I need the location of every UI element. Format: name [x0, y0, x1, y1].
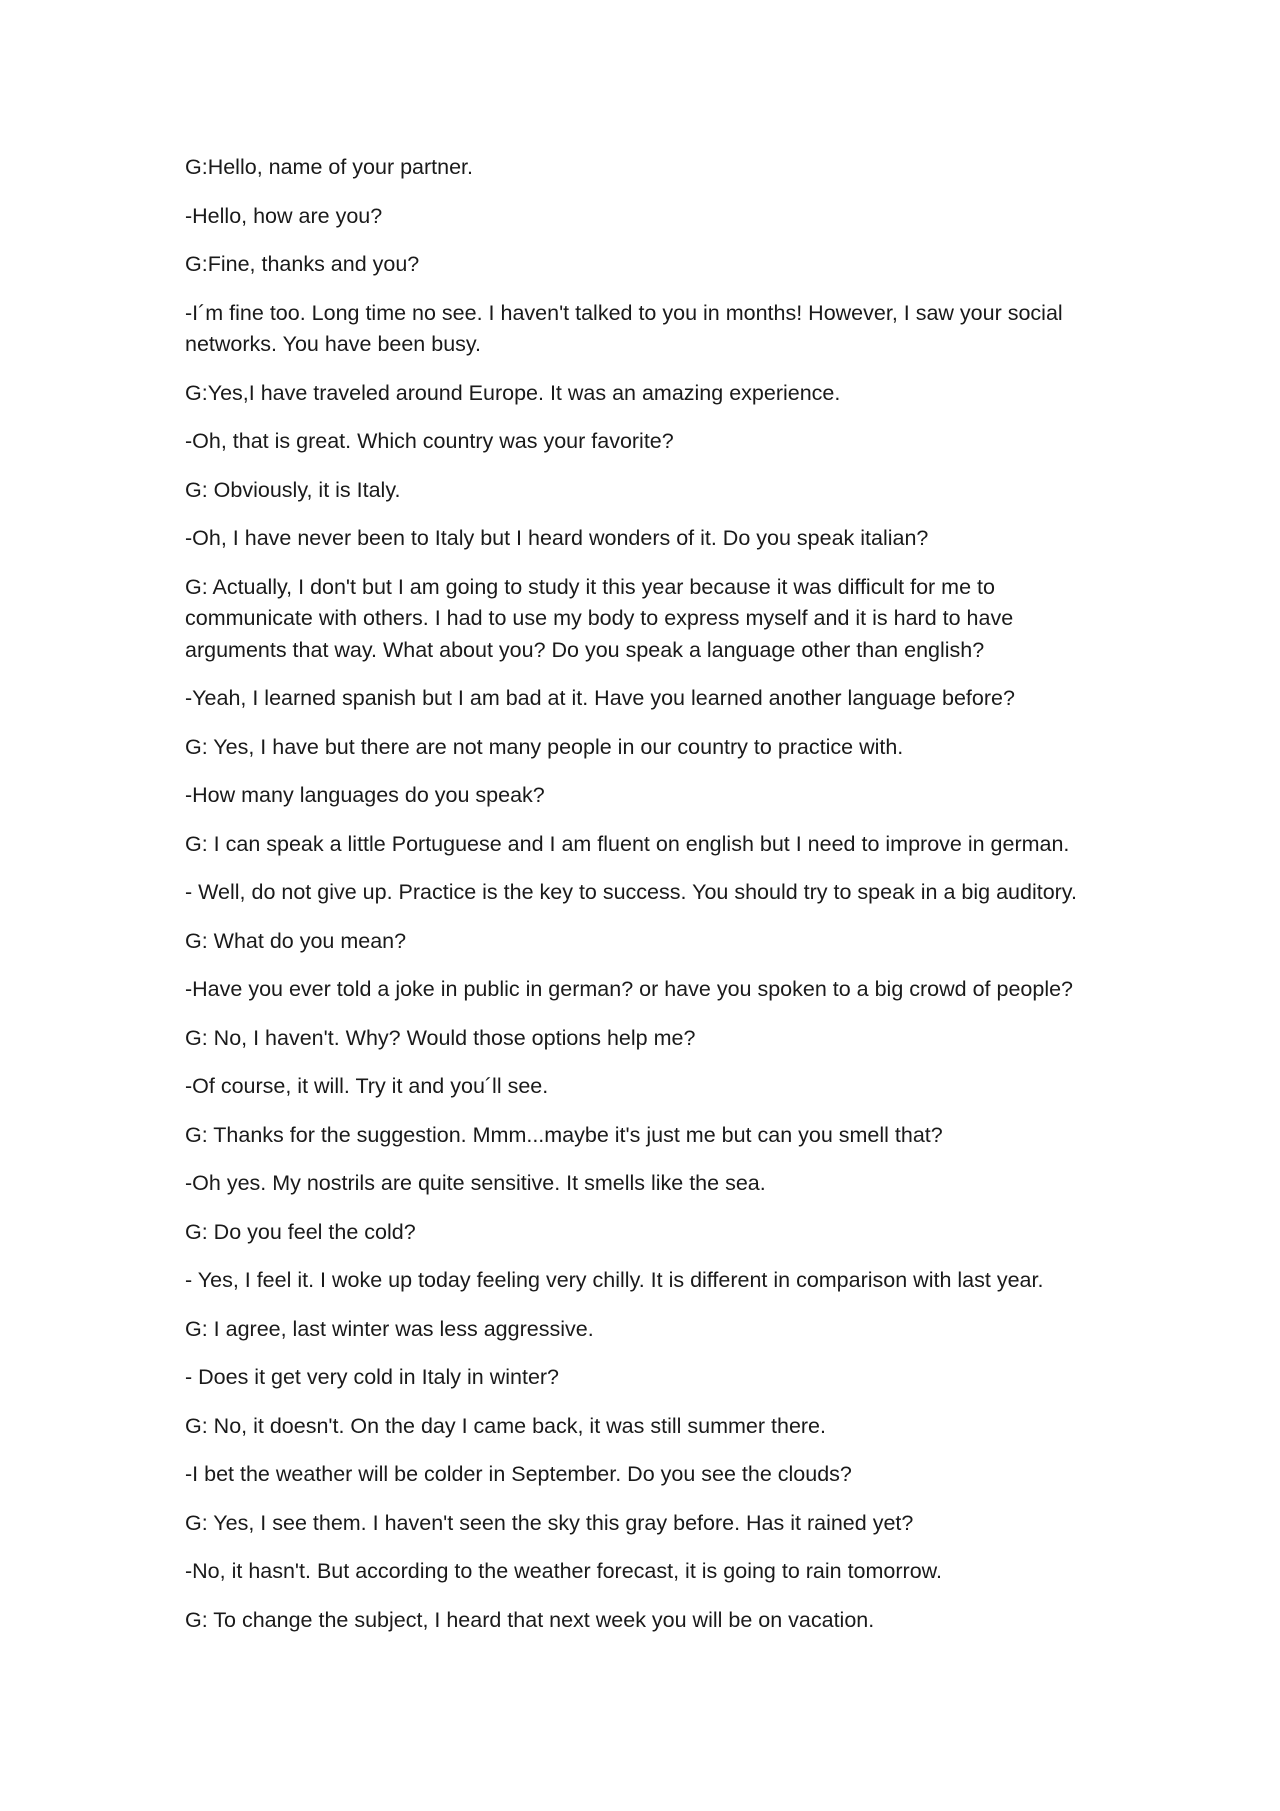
dialogue-line: -I´m fine too. Long time no see. I haven't talked to you in months! However, I saw your social networks. You have been busy.	[185, 300, 1063, 356]
dialogue-line: -Hello, how are you?	[185, 203, 383, 228]
dialogue-line: G: What do you mean?	[185, 928, 407, 953]
dialogue-line: -Have you ever told a joke in public in german? or have you spoken to a big crowd of people?	[185, 977, 1074, 1001]
dialogue-line: G:Fine, thanks and you?	[185, 252, 420, 276]
dialogue-body	[185, 152, 1085, 1653]
dialogue-line: - Does it get very cold in Italy in winter?	[185, 1365, 560, 1389]
dialogue-line: G: Yes, I have but there are not many people in our country to practice with.	[185, 734, 904, 759]
dialogue-line: -Oh, I have never been to Italy but I heard wonders of it. Do you speak italian?	[185, 526, 929, 550]
dialogue-line: G: No, I haven't. Why? Would those options help me?	[185, 1025, 696, 1050]
dialogue-line: G: I agree, last winter was less aggressive.	[185, 1316, 594, 1341]
dialogue-line: G:Yes,I have traveled around Europe. It was an amazing experience.	[185, 380, 841, 405]
dialogue-line: -Oh yes. My nostrils are quite sensitive. It smells like the sea.	[185, 1171, 766, 1195]
dialogue-line: -Yeah, I learned spanish but I am bad at it. Have you learned another language before?	[185, 686, 1015, 710]
dialogue-line: -How many languages do you speak?	[185, 783, 545, 807]
dialogue-line: -Oh, that is great. Which country was your favorite?	[185, 429, 674, 453]
dialogue-line: - Yes, I feel it. I woke up today feeling very chilly. It is different in comparison with last year.	[185, 1268, 1044, 1292]
dialogue-line: G: Yes, I see them. I haven't seen the sky this gray before. Has it rained yet?	[185, 1510, 914, 1535]
dialogue-line: - Well, do not give up. Practice is the key to success. You should try to speak in a big auditory.	[185, 880, 1077, 904]
dialogue-line: G: Thanks for the suggestion. Mmm...maybe it's just me but can you smell that?	[185, 1122, 943, 1147]
dialogue-line: G: Actually, I don't but I am going to study it this year because it was difficult for me to communicate with others. I had to use my body to express myself and it is hard to have arguments that way. What about you? Do you speak a language other than english?	[185, 574, 1014, 662]
dialogue-line: -I bet the weather will be colder in September. Do you see the clouds?	[185, 1462, 852, 1486]
dialogue-line: G:Hello, name of your partner.	[185, 155, 474, 179]
dialogue-line: G: To change the subject, I heard that next week you will be on vacation.	[185, 1607, 875, 1632]
dialogue-line: -Of course, it will. Try it and you´ll see.	[185, 1074, 549, 1098]
dialogue-line: -No, it hasn't. But according to the weather forecast, it is going to rain tomorrow.	[185, 1559, 942, 1583]
dialogue-line: G: Do you feel the cold?	[185, 1219, 416, 1244]
dialogue-line: G: I can speak a little Portuguese and I am fluent on english but I need to improve in german.	[185, 831, 1070, 856]
dialogue-line: G: Obviously, it is Italy.	[185, 477, 401, 502]
dialogue-line: G: No, it doesn't. On the day I came back, it was still summer there.	[185, 1413, 826, 1438]
